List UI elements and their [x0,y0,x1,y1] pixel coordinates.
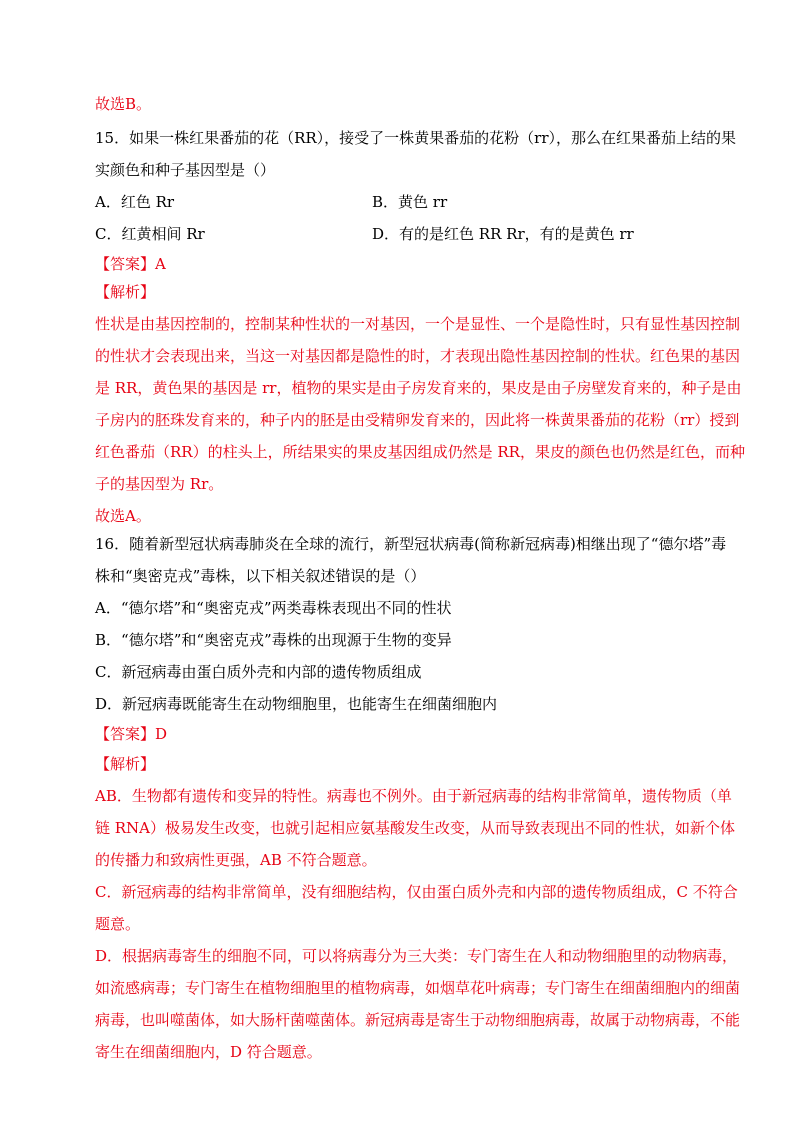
q16-analysis-line-5: 题意。 [95,915,141,933]
q15-answer-row [95,254,166,274]
q16-option-c: C．新冠病毒由蛋白质外壳和内部的遗传物质组成 [95,663,422,681]
q15-option-c: C．红黄相间 Rr [95,225,205,243]
q16-stem-line1: 16．随着新型冠状病毒肺炎在全球的流行，新型冠状病毒(简称新冠病毒)相继出现了“德尔塔”毒 [95,535,727,553]
q15-analysis-line-1: 性状是由基因控制的，控制某种性状的一对基因，一个是显性、一个是隐性时，只有显性基因控制 [95,315,741,333]
q16-analysis-line-3: 的传播力和致病性更强，AB 不符合题意。 [95,851,377,869]
q15-analysis-line-3: 是 RR，黄色果的基因是 rr，植物的果实是由子房发育来的，果皮是由子房壁发育来的，种子是由 [95,379,742,397]
q15-option-d: D．有的是红色 RR Rr，有的是黄色 rr [372,225,634,243]
q16-analysis-line-6: D．根据病毒寄生的细胞不同，可以将病毒分为三大类：专门寄生在人和动物细胞里的动物病毒， [95,947,738,965]
q15-analysis-line-4: 子房内的胚珠发育来的，种子内的胚是由受精卵发育来的，因此将一株黄果番茄的花粉（rr）授到 [95,411,740,429]
q15-answer-value: A [155,255,166,273]
q16-stem-line2: 株和“奥密克戎”毒株，以下相关叙述错误的是（） [95,567,426,585]
q15-conclusion: 故选A。 [95,507,151,525]
q15-analysis-line-2: 的性状才会表现出来，当这一对基因都是隐性的时，才表现出隐性基因控制的性状。红色果的基因 [95,347,741,365]
q16-answer-row [95,724,167,744]
q16-option-d: D．新冠病毒既能寄生在动物细胞里，也能寄生在细菌细胞内 [95,695,498,713]
q16-analysis-line-4: C．新冠病毒的结构非常简单，没有细胞结构，仅由蛋白质外壳和内部的遗传物质组成，C 不符合 [95,883,738,901]
q15-answer-tag: 【答案】 [95,255,156,273]
q14-conclusion: 故选B。 [95,95,152,113]
q16-analysis-line-2: 链 RNA）极易发生改变，也就引起相应氨基酸发生改变，从而导致表现出不同的性状，如新个体 [95,819,736,837]
q15-stem-line2: 实颜色和种子基因型是（） [95,161,276,179]
q16-answer-tag: 【答案】 [95,725,156,743]
q16-answer-value: D [155,725,168,743]
q15-option-b: B．黄色 rr [372,193,448,211]
q15-analysis-line-6: 子的基因型为 Rr。 [95,475,224,493]
q16-option-a: A．“德尔塔”和“奥密克戎”两类毒株表现出不同的性状 [95,599,452,617]
q16-analysis-line-8: 病毒，也叫噬菌体，如大肠杆菌噬菌体。新冠病毒是寄生于动物细胞病毒，故属于动物病毒，不能 [95,1011,741,1029]
q16-option-b: B．“德尔塔”和“奥密克戎”毒株的出现源于生物的变异 [95,631,452,649]
q15-analysis-tag: 【解析】 [95,283,156,301]
q15-option-a: A．红色 Rr [95,193,175,211]
q16-analysis-line-9: 寄生在细菌细胞内，D 符合题意。 [95,1043,322,1061]
q15-stem-line1: 15．如果一株红果番茄的花（RR），接受了一株黄果番茄的花粉（rr），那么在红果番茄上结的果 [95,129,737,147]
q15-analysis-line-5: 红色番茄（RR）的柱头上，所结果实的果皮基因组成仍然是 RR，果皮的颜色也仍然是红色，而种 [95,443,745,461]
q16-analysis-line-7: 如流感病毒；专门寄生在植物细胞里的植物病毒，如烟草花叶病毒；专门寄生在细菌细胞内的细菌 [95,979,741,997]
q16-analysis-tag: 【解析】 [95,755,156,773]
q16-analysis-line-1: AB．生物都有遗传和变异的特性。病毒也不例外。由于新冠病毒的结构非常简单，遗传物质（单 [95,787,732,805]
